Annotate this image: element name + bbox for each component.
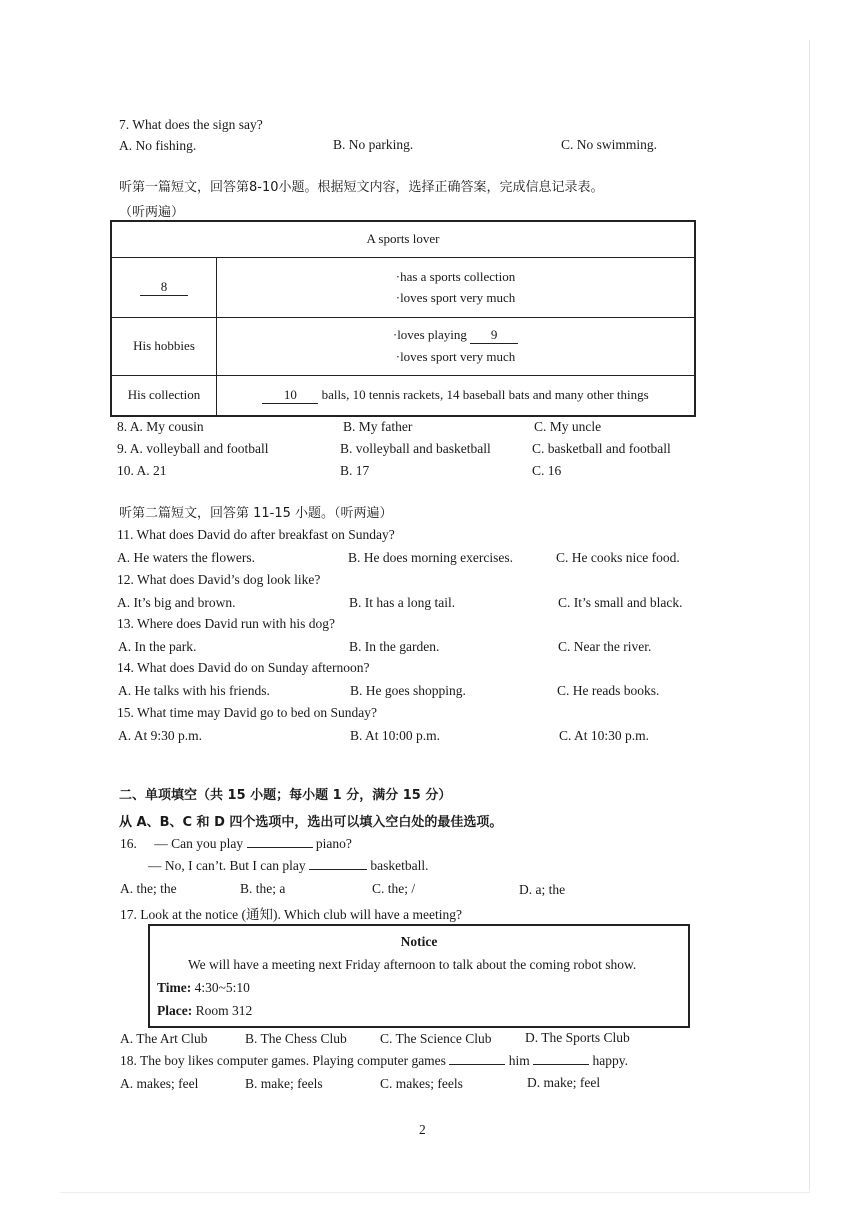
q16-option-a: A. the; the bbox=[120, 881, 177, 896]
q16-line2-start: — No, I can’t. But I can play bbox=[148, 858, 306, 873]
q14-option-c: C. He reads books. bbox=[557, 683, 660, 698]
question-13: 13. Where does David run with his dog? bbox=[117, 616, 335, 631]
table-row3-content bbox=[217, 375, 696, 416]
q17-option-d: D. The Sports Club bbox=[525, 1030, 630, 1045]
scan-edge-bottom bbox=[60, 1192, 810, 1193]
q16-blank-1 bbox=[247, 847, 313, 848]
q18-part-c: happy. bbox=[592, 1053, 628, 1068]
q16-option-d: D. a; the bbox=[519, 882, 566, 897]
q13-option-c: C. Near the river. bbox=[558, 639, 652, 654]
q16-line1-end: piano? bbox=[315, 836, 352, 851]
q17-option-a: A. The Art Club bbox=[120, 1031, 208, 1046]
q8-option-b: B. My father bbox=[343, 419, 413, 434]
q9-option-b: B. volleyball and basketball bbox=[340, 441, 491, 456]
question-12: 12. What does David’s dog look like? bbox=[117, 572, 321, 587]
q10-option-c: C. 16 bbox=[532, 463, 562, 478]
q15-option-c: C. At 10:30 p.m. bbox=[559, 728, 650, 743]
notice-time-value: 4:30~5:10 bbox=[194, 980, 250, 995]
info-table bbox=[110, 220, 696, 417]
row3-rest: balls, 10 tennis rackets, 14 baseball bats and many other things bbox=[321, 386, 649, 402]
section1-note: （听两遍） bbox=[119, 205, 185, 220]
q17-option-b: B. The Chess Club bbox=[245, 1031, 347, 1046]
row2-line1 bbox=[217, 327, 694, 344]
notice-time bbox=[157, 980, 250, 996]
table-title: A sports lover bbox=[111, 221, 695, 257]
q15-option-a: A. At 9:30 p.m. bbox=[118, 728, 203, 743]
notice-box bbox=[148, 924, 690, 1028]
q16-line1 bbox=[120, 836, 352, 852]
q12-option-b: B. It has a long tail. bbox=[349, 595, 456, 610]
q8-option-a: 8. A. My cousin bbox=[117, 419, 204, 434]
blank-8: 8 bbox=[140, 279, 188, 296]
row1-line2: ·loves sport very much bbox=[395, 289, 516, 305]
scan-edge-right bbox=[809, 40, 810, 1190]
part2-instruction: 从 A、B、C 和 D 四个选项中，选出可以填入空白处的最佳选项。 bbox=[119, 815, 503, 830]
table-row1-label bbox=[111, 257, 217, 317]
page-number: 2 bbox=[419, 1122, 426, 1137]
table-row1-content bbox=[217, 257, 696, 317]
question-17: 17. Look at the notice (通知). Which club will have a meeting? bbox=[120, 907, 463, 922]
q14-option-a: A. He talks with his friends. bbox=[118, 683, 270, 698]
question-11: 11. What does David do after breakfast on Sunday? bbox=[117, 527, 395, 542]
q17-option-c: C. The Science Club bbox=[380, 1031, 492, 1046]
notice-title: Notice bbox=[400, 934, 438, 949]
q12-option-a: A. It’s big and brown. bbox=[117, 595, 236, 610]
q18-option-a: A. makes; feel bbox=[120, 1076, 199, 1091]
q18-blank-2 bbox=[533, 1064, 589, 1065]
q11-option-c: C. He cooks nice food. bbox=[556, 550, 680, 565]
q11-option-a: A. He waters the flowers. bbox=[117, 550, 255, 565]
part2-title: 二、单项填空（共 15 小题；每小题 1 分，满分 15 分） bbox=[119, 788, 452, 803]
blank-10: 10 bbox=[262, 387, 318, 404]
q16-line1-start: — Can you play bbox=[154, 836, 244, 851]
q10-option-a: 10. A. 21 bbox=[117, 463, 167, 478]
question-7: 7. What does the sign say? bbox=[119, 117, 263, 132]
q18-blank-1 bbox=[449, 1064, 505, 1065]
q18-option-b: B. make; feels bbox=[245, 1076, 323, 1091]
question-14: 14. What does David do on Sunday afternoon? bbox=[117, 660, 370, 675]
row2-line2: ·loves sport very much bbox=[395, 349, 516, 364]
q16-line2-end: basketball. bbox=[370, 858, 429, 873]
notice-body: We will have a meeting next Friday afternoon to talk about the coming robot show. bbox=[188, 957, 637, 972]
notice-place bbox=[157, 1003, 252, 1019]
q14-option-b: B. He goes shopping. bbox=[350, 683, 466, 698]
q7-option-c: C. No swimming. bbox=[561, 137, 658, 152]
row2-line1-prefix: ·loves playing bbox=[392, 327, 467, 342]
row1-line1: ·has a sports collection bbox=[395, 268, 516, 284]
notice-time-label: Time: bbox=[157, 980, 192, 995]
q18-part-b: him bbox=[508, 1053, 530, 1068]
q12-option-c: C. It’s small and black. bbox=[558, 595, 683, 610]
q18-option-d: D. make; feel bbox=[527, 1075, 601, 1090]
q18-option-c: C. makes; feels bbox=[380, 1076, 463, 1091]
q16-number: 16. bbox=[120, 836, 137, 851]
q18-part-a: 18. The boy likes computer games. Playing computer games bbox=[120, 1053, 446, 1068]
q9-option-a: 9. A. volleyball and football bbox=[117, 441, 269, 456]
q16-line2 bbox=[148, 858, 428, 874]
q16-option-c: C. the; / bbox=[372, 881, 416, 896]
table-row3-label: His collection bbox=[111, 375, 217, 416]
q15-option-b: B. At 10:00 p.m. bbox=[350, 728, 441, 743]
q9-option-c: C. basketball and football bbox=[532, 441, 671, 456]
section2-instruction: 听第二篇短文，回答第 11-15 小题。（听两遍） bbox=[119, 506, 393, 521]
q11-option-b: B. He does morning exercises. bbox=[348, 550, 513, 565]
table-row2-label: His hobbies bbox=[111, 317, 217, 375]
q8-option-c: C. My uncle bbox=[534, 419, 602, 434]
notice-place-label: Place: bbox=[157, 1003, 193, 1018]
q16-option-b: B. the; a bbox=[240, 881, 286, 896]
notice-place-value: Room 312 bbox=[195, 1003, 253, 1018]
q13-option-b: B. In the garden. bbox=[349, 639, 440, 654]
question-15: 15. What time may David go to bed on Sunday? bbox=[117, 705, 377, 720]
q7-option-a: A. No fishing. bbox=[119, 138, 197, 153]
q16-blank-2 bbox=[309, 869, 367, 870]
blank-9: 9 bbox=[470, 327, 518, 344]
table-row2-content bbox=[217, 317, 696, 375]
q7-option-b: B. No parking. bbox=[333, 137, 414, 152]
question-18 bbox=[120, 1053, 628, 1069]
q10-option-b: B. 17 bbox=[340, 463, 370, 478]
q13-option-a: A. In the park. bbox=[118, 639, 197, 654]
section1-instruction: 听第一篇短文，回答第8-10小题。根据短文内容，选择正确答案，完成信息记录表。 bbox=[119, 180, 604, 195]
